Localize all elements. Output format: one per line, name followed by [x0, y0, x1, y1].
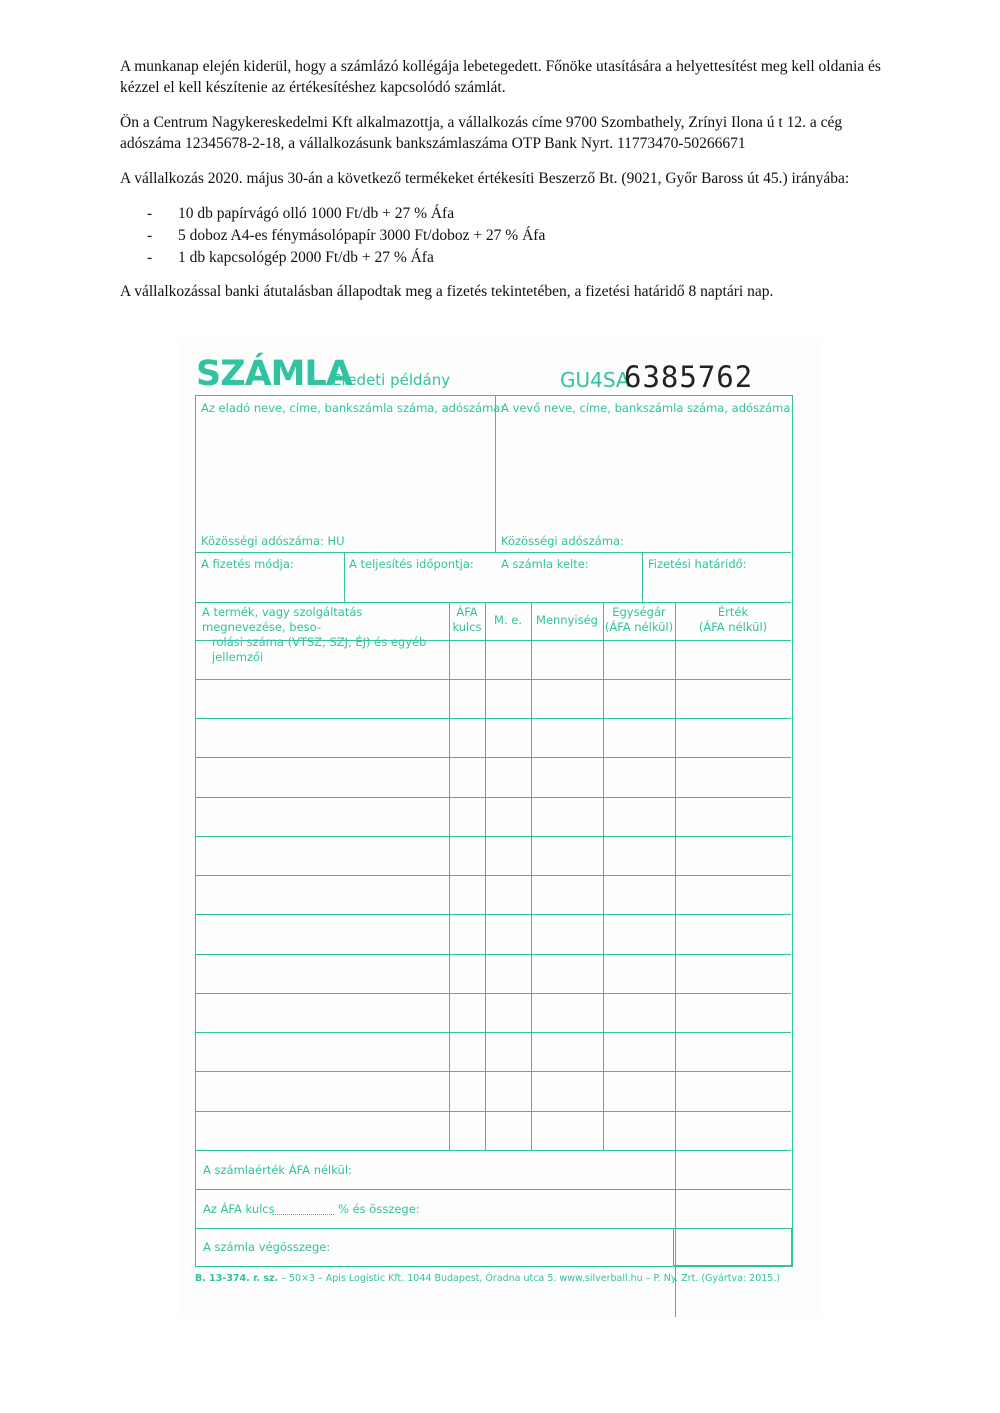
copy-label: Eredeti példány	[332, 371, 451, 389]
column-header-unit-price: Egységár (ÁFA nélkül)	[604, 605, 674, 634]
payment-method-label: A fizetés módja:	[201, 557, 294, 571]
list-item: - 1 db kapcsológép 2000 Ft/db + 27 % Áfa	[147, 249, 434, 266]
intro-paragraph-1: A munkanap elején kiderül, hogy a számlázó kollégája lebetegedett. Főnöke utasítására a helyettesítést meg kell oldania és kézzel el kell készítenie az értékesítéshez kapcsolódó számlát.	[120, 58, 881, 96]
list-item: - 5 doboz A4-es fénymásolópapír 3000 Ft/doboz + 27 % Áfa	[147, 227, 546, 244]
list-item: - 10 db papírvágó olló 1000 Ft/db + 27 % Áfa	[147, 205, 455, 222]
invoice-form	[180, 338, 820, 1318]
column-header-value: Érték (ÁFA nélkül)	[698, 605, 768, 634]
serial-number: 6385762	[624, 360, 754, 394]
delivery-date-label: A teljesítés időpontja:	[349, 557, 474, 571]
invoice-date-label: A számla kelte:	[501, 557, 589, 571]
vat-amount-label: % és összege:	[338, 1202, 420, 1216]
invoice-frame	[195, 395, 793, 1267]
intro-paragraph-3: A vállalkozás 2020. május 30-án a következő termékeket értékesíti Beszerző Bt. (9021, Győr Baross út 45.) irányába:	[120, 170, 850, 187]
grand-total-field[interactable]	[673, 1228, 792, 1266]
column-header-quantity: Mennyiség	[536, 613, 598, 627]
serial-prefix: GU4SA	[560, 368, 630, 392]
items-table-body[interactable]	[196, 641, 791, 1149]
vat-rate-label: Az ÁFA kulcs	[203, 1202, 275, 1216]
grand-total-label: A számla végösszege:	[203, 1240, 331, 1254]
column-header-unit: M. e.	[494, 613, 522, 627]
seller-field[interactable]	[200, 418, 490, 528]
buyer-label: A vevő neve, címe, bankszámla száma, adószáma:	[501, 401, 795, 415]
seller-label: Az eladó neve, címe, bankszámla száma, adószáma:	[201, 401, 505, 415]
buyer-field[interactable]	[500, 418, 790, 528]
product-list	[120, 203, 900, 269]
form-footer: B. 13-374. r. sz. – 50×3 – Apis Logistic Kft. 1044 Budapest, Óradna utca 5. www.silverball.hu – P. Ny. Zrt. (Gyártva: 2015.)	[195, 1273, 781, 1284]
intro-paragraph-2: Ön a Centrum Nagykereskedelmi Kft alkalmazottja, a vállalkozás címe 9700 Szombathely, Zrínyi Ilona ú t 12. a cég adószáma 12345678-2-18, a vállalkozásunk bankszámlaszáma OTP Bank Nyrt. 11773470-50266671	[120, 114, 843, 152]
net-total-label: A számlaérték ÁFA nélkül:	[203, 1163, 352, 1177]
buyer-eu-tax-label: Közösségi adószáma:	[501, 534, 624, 548]
intro-paragraph-4: A vállalkozással banki átutalásban állapodtak meg a fizetés tekintetében, a fizetési határidő 8 naptári nap.	[120, 283, 774, 300]
seller-eu-tax-label: Közösségi adószáma: HU	[201, 534, 345, 548]
column-header-vat: ÁFA kulcs	[452, 605, 482, 634]
column-header-product: A termék, vagy szolgáltatás megnevezése, beso- rolási száma (VTSZ, SZJ, ÉJ) és egyéb jellemzői	[202, 605, 427, 664]
due-date-label: Fizetési határidő:	[648, 557, 747, 571]
invoice-title: SZÁMLA	[196, 354, 352, 394]
instructions	[120, 56, 900, 316]
